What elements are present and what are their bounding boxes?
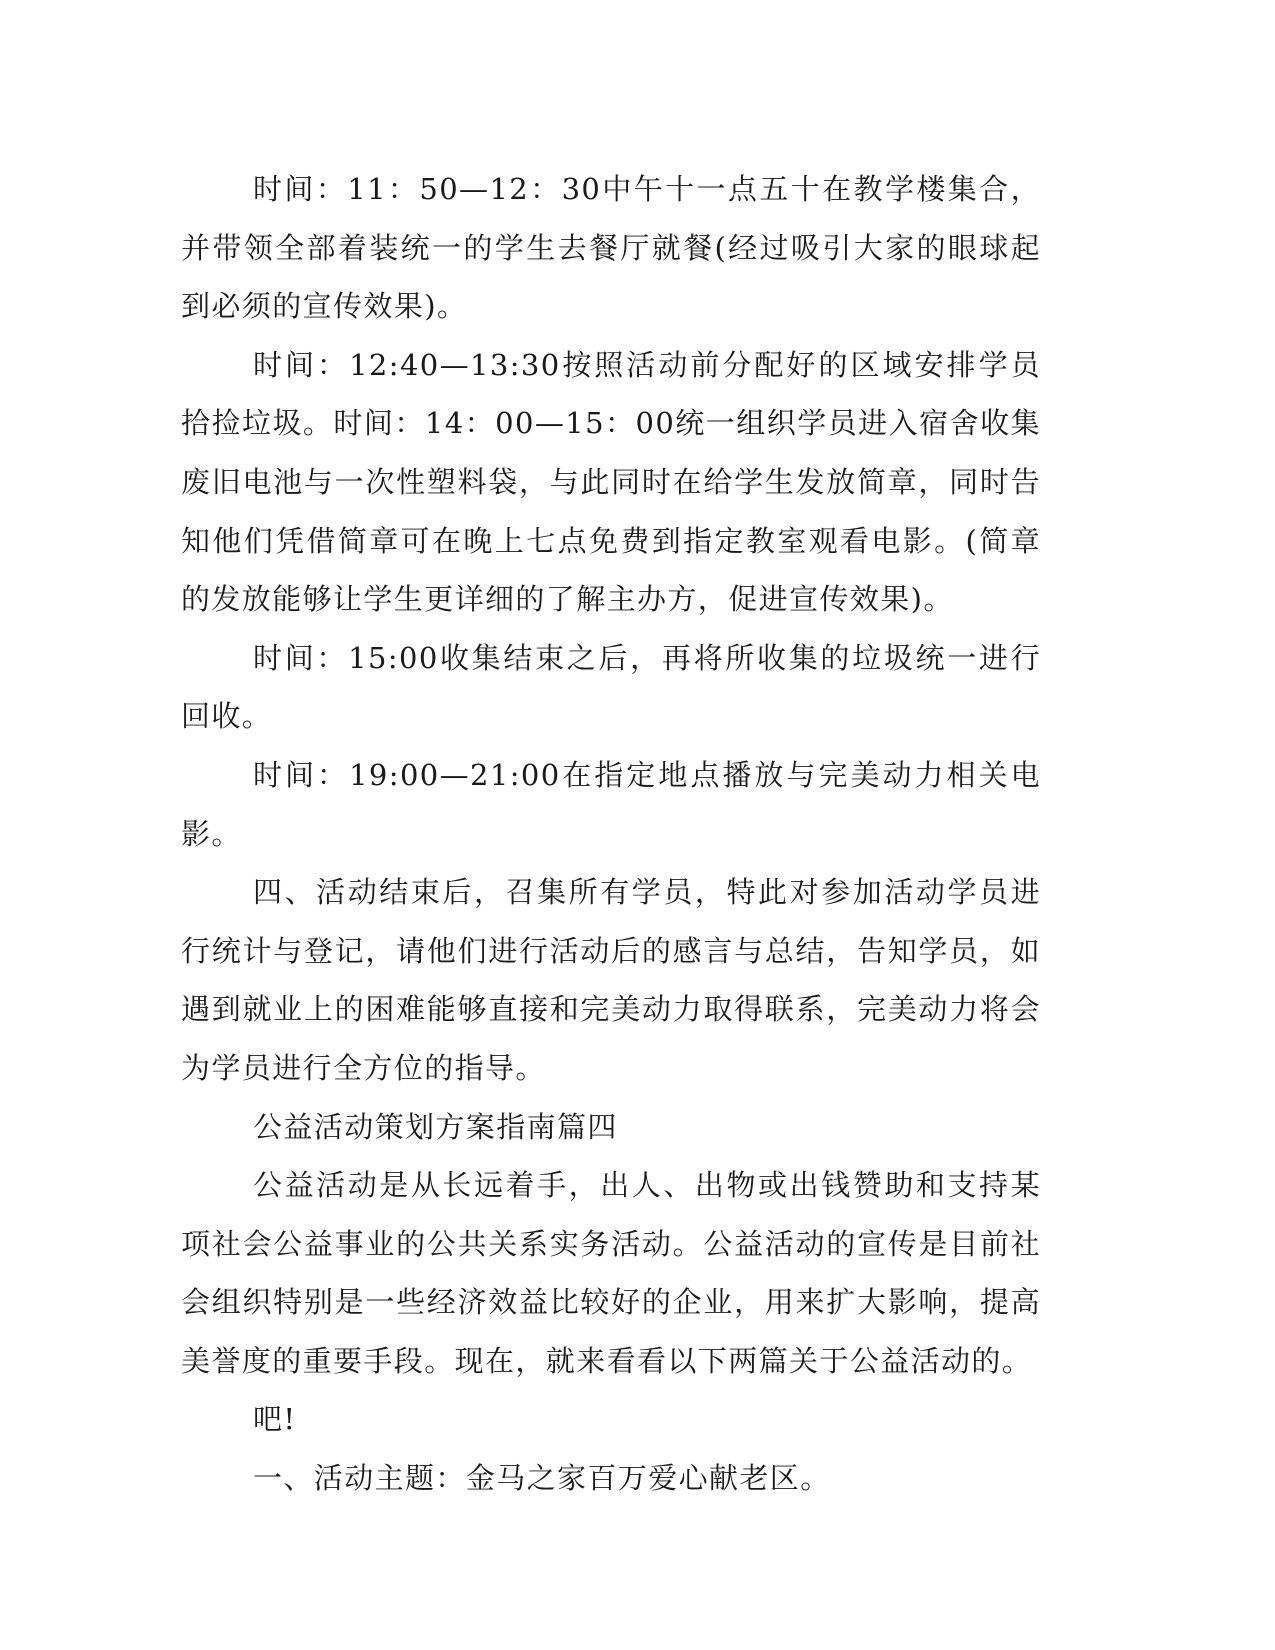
section-heading: 公益活动策划方案指南篇四 — [253, 1109, 618, 1144]
paragraph-public-welfare-intro: 公益活动是从长远着手，出人、出物或出钱赞助和支持某项社会公益事业的公共关系实务活动。公益活动的宣传是目前社会组织特别是一些经济效益比较好的企业，用来扩大影响，提高美誉度的重要手段。现在，就来看看以下两篇关于公益活动的。 — [181, 1168, 1041, 1378]
paragraph-after-activity: 四、活动结束后，召集所有学员，特此对参加活动学员进行统计与登记，请他们进行活动后的感言与总结，告知学员，如遇到就业上的困难能够直接和完美动力取得联系，完美动力将会为学员进行全方位的指导。 — [181, 875, 1041, 1085]
document-body — [181, 160, 1041, 1508]
paragraph-fragment: 吧! — [253, 1402, 297, 1437]
paragraph-recycling-time: 时间：15:00收集结束之后，再将所收集的垃圾统一进行回收。 — [181, 640, 1041, 734]
paragraph-cleanup-schedule: 时间：12:40—13:30按照活动前分配好的区域安排学员拾捡垃圾。时间：14：00—15：00统一组织学员进入宿舍收集废旧电池与一次性塑料袋，与此同时在给学生发放简章，同时告知他们凭借简章可在晚上七点免费到指定教室观看电影。(简章的发放能够让学生更详细的了解主办方，促进宣传效果)。 — [181, 347, 1041, 617]
paragraph-lunch-schedule: 时间：11：50—12：30中午十一点五十在教学楼集合，并带领全部着装统一的学生去餐厅就餐(经过吸引大家的眼球起到必须的宣传效果)。 — [181, 172, 1041, 324]
paragraph-movie-time: 时间：19:00—21:00在指定地点播放与完美动力相关电影。 — [181, 757, 1041, 851]
paragraph-activity-theme: 一、活动主题：金马之家百万爱心献老区。 — [253, 1461, 831, 1496]
